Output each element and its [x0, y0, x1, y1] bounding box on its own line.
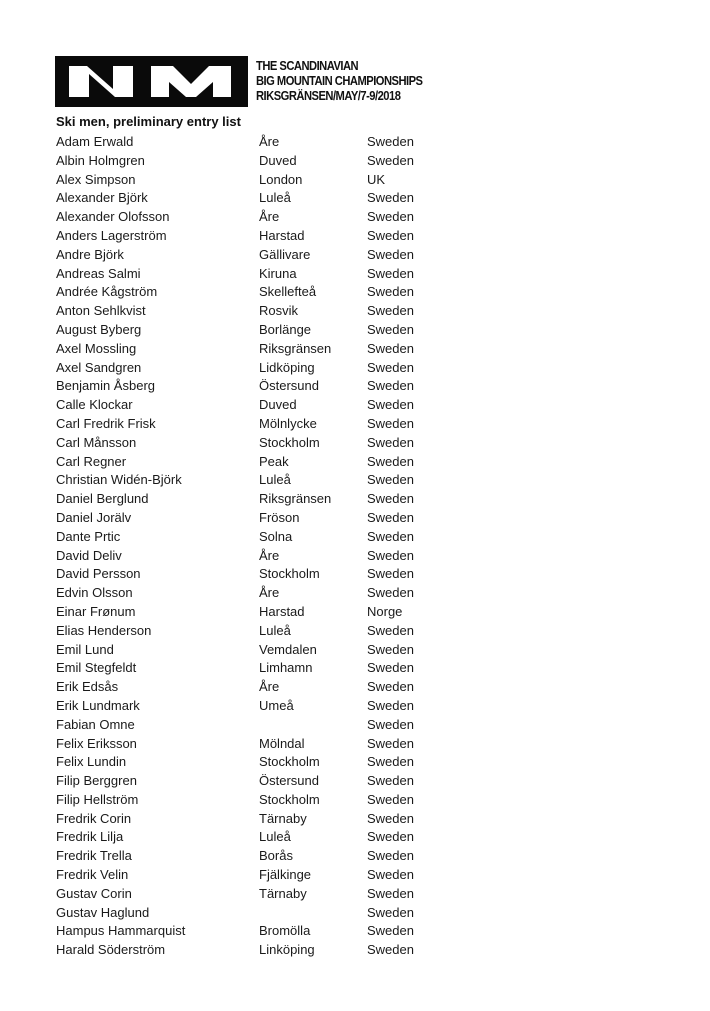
event-title-line-2: BIG MOUNTAIN CHAMPIONSHIPS	[256, 73, 423, 88]
entry-name: David Persson	[56, 566, 141, 582]
entry-name: August Byberg	[56, 321, 142, 337]
entry-country: Sweden	[367, 585, 414, 601]
entry-country: Sweden	[367, 303, 414, 319]
entry-country: Sweden	[367, 321, 414, 337]
entry-country: Sweden	[367, 622, 414, 638]
entry-country: Sweden	[367, 246, 414, 262]
entry-city: Åre	[259, 209, 280, 225]
entry-city: Borlänge	[259, 321, 312, 337]
entry-name: Carl Månsson	[56, 434, 137, 450]
entry-country: Sweden	[367, 340, 414, 356]
entry-name: Albin Holmgren	[56, 152, 145, 168]
entry-name: Edvin Olsson	[56, 585, 133, 601]
entry-city: Tärnaby	[259, 885, 307, 901]
entry-city: Linköping	[259, 942, 315, 958]
entry-city: Duved	[259, 152, 297, 168]
entry-name: Hampus Hammarquist	[56, 923, 186, 939]
entry-country: Sweden	[367, 735, 414, 751]
entry-city: Åre	[259, 585, 280, 601]
entry-city: Peak	[259, 453, 289, 469]
event-title	[256, 58, 423, 103]
entry-name: Anders Lagerström	[56, 227, 167, 243]
entry-country: Sweden	[367, 810, 414, 826]
event-title-line-3: RIKSGRÄNSEN/MAY/7-9/2018	[256, 88, 401, 103]
entry-name: Fredrik Lilja	[56, 829, 124, 845]
entry-city: Rosvik	[259, 303, 299, 319]
entry-name: Gustav Corin	[56, 885, 132, 901]
entry-country: Sweden	[367, 885, 414, 901]
entry-name: Emil Stegfeldt	[56, 660, 137, 676]
entry-country: Sweden	[367, 152, 414, 168]
entry-country: Sweden	[367, 397, 414, 413]
nm-logo-mark	[55, 56, 248, 107]
entry-country: Sweden	[367, 509, 414, 525]
entry-city: Stockholm	[259, 754, 320, 770]
entry-country: Sweden	[367, 923, 414, 939]
entry-city: Luleå	[259, 190, 291, 206]
entry-city: Limhamn	[259, 660, 313, 676]
entry-city: Vemdalen	[259, 641, 317, 657]
entry-country: Sweden	[367, 378, 414, 394]
entry-city: Åre	[259, 679, 280, 695]
entry-city: Mölnlycke	[259, 415, 317, 431]
entry-city: Stockholm	[259, 566, 320, 582]
entry-city: Luleå	[259, 829, 291, 845]
entry-name: Calle Klockar	[56, 397, 133, 413]
entry-country: Sweden	[367, 265, 414, 281]
entry-name: Einar Frønum	[56, 603, 136, 619]
entry-country: Sweden	[367, 716, 414, 732]
entry-name: David Deliv	[56, 547, 122, 563]
entry-country: Sweden	[367, 491, 414, 507]
nm-logo	[55, 56, 248, 107]
entry-country: Sweden	[367, 697, 414, 713]
entry-country: Sweden	[367, 284, 414, 300]
entry-city: Bromölla	[259, 923, 311, 939]
entry-name: Fabian Omne	[56, 716, 135, 732]
entry-city: Gällivare	[259, 246, 311, 262]
entry-city: London	[259, 171, 303, 187]
entry-name: Dante Prtic	[56, 528, 121, 544]
entry-city: Fröson	[259, 509, 300, 525]
entry-name: Filip Hellström	[56, 791, 139, 807]
entry-name: Christian Widén-Björk	[56, 472, 182, 488]
entry-city: Tärnaby	[259, 810, 307, 826]
entry-name: Erik Lundmark	[56, 697, 140, 713]
entry-name: Felix Lundin	[56, 754, 127, 770]
entry-country: Sweden	[367, 829, 414, 845]
entry-city: Skellefteå	[259, 284, 317, 300]
entry-country: Sweden	[367, 134, 414, 149]
entry-country: UK	[367, 171, 386, 187]
entry-name: Andrée Kågström	[56, 284, 158, 300]
entry-country: Sweden	[367, 754, 414, 770]
entry-name: Daniel Jorälv	[56, 509, 132, 525]
entry-name: Gustav Haglund	[56, 904, 150, 920]
entry-city: Mölndal	[259, 735, 305, 751]
entry-country: Sweden	[367, 434, 414, 450]
entry-country: Sweden	[367, 453, 414, 469]
entry-city: Stockholm	[259, 791, 320, 807]
entry-name: Emil Lund	[56, 641, 114, 657]
entry-name: Alexander Olofsson	[56, 209, 170, 225]
entry-country: Sweden	[367, 679, 414, 695]
entry-name: Anton Sehlkvist	[56, 303, 146, 319]
entry-country: Sweden	[367, 660, 414, 676]
entry-country: Sweden	[367, 359, 414, 375]
entry-country: Norge	[367, 603, 403, 619]
entry-country: Sweden	[367, 791, 414, 807]
entry-name: Benjamin Åsberg	[56, 378, 155, 394]
entry-name: Filip Berggren	[56, 773, 137, 789]
entry-name: Adam Erwald	[56, 134, 134, 149]
entry-city: Duved	[259, 397, 297, 413]
entry-name: Harald Söderström	[56, 942, 166, 958]
entry-name: Axel Sandgren	[56, 359, 142, 375]
entry-name: Carl Regner	[56, 453, 127, 469]
entry-name: Fredrik Corin	[56, 810, 132, 826]
entry-city: Åre	[259, 547, 280, 563]
entry-city: Harstad	[259, 227, 305, 243]
entry-name: Axel Mossling	[56, 340, 137, 356]
entry-city: Åre	[259, 134, 280, 149]
entry-name: Elias Henderson	[56, 622, 152, 638]
entry-country: Sweden	[367, 190, 414, 206]
entry-name: Felix Eriksson	[56, 735, 137, 751]
event-title-line-1: THE SCANDINAVIAN	[256, 58, 359, 73]
entry-city: Luleå	[259, 472, 291, 488]
entry-country: Sweden	[367, 904, 414, 920]
entry-city: Riksgränsen	[259, 491, 332, 507]
entry-country: Sweden	[367, 848, 414, 864]
entry-name: Alexander Björk	[56, 190, 148, 206]
entry-country: Sweden	[367, 472, 414, 488]
list-heading: Ski men, preliminary entry list	[56, 114, 241, 129]
entry-city: Luleå	[259, 622, 291, 638]
entry-country: Sweden	[367, 773, 414, 789]
entry-city: Kiruna	[259, 265, 297, 281]
entry-name: Fredrik Trella	[56, 848, 132, 864]
entry-country: Sweden	[367, 942, 414, 958]
entry-name: Alex Simpson	[56, 171, 136, 187]
entry-country: Sweden	[367, 209, 414, 225]
entry-country: Sweden	[367, 415, 414, 431]
entry-country: Sweden	[367, 867, 414, 883]
entry-name: Daniel Berglund	[56, 491, 149, 507]
entry-name: Andreas Salmi	[56, 265, 141, 281]
entry-city: Lidköping	[259, 359, 315, 375]
entry-city: Fjälkinge	[259, 867, 312, 883]
entry-city: Harstad	[259, 603, 305, 619]
entry-name: Erik Edsås	[56, 679, 119, 695]
entry-city: Östersund	[259, 773, 319, 789]
entry-city: Riksgränsen	[259, 340, 332, 356]
entry-city: Östersund	[259, 378, 319, 394]
entry-name: Andre Björk	[56, 246, 124, 262]
entry-country: Sweden	[367, 227, 414, 243]
entry-city: Borås	[259, 848, 293, 864]
entry-city: Solna	[259, 528, 293, 544]
entry-country: Sweden	[367, 547, 414, 563]
entry-city: Stockholm	[259, 434, 320, 450]
entry-country: Sweden	[367, 641, 414, 657]
entry-city: Umeå	[259, 697, 294, 713]
entry-country: Sweden	[367, 566, 414, 582]
entry-name: Fredrik Velin	[56, 867, 129, 883]
entry-name: Carl Fredrik Frisk	[56, 415, 156, 431]
entry-country: Sweden	[367, 528, 414, 544]
